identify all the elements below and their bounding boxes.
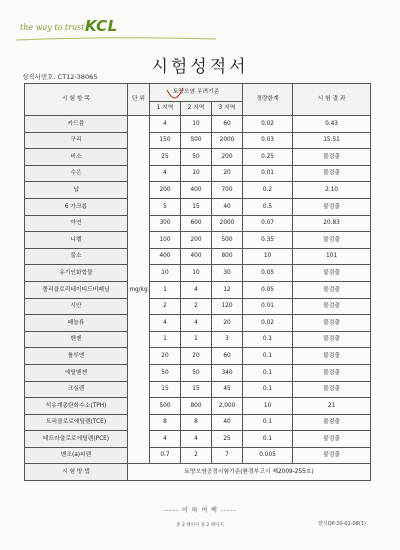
test-item-name: 유기인화합물 <box>25 265 128 282</box>
zone-1-standard: 50 <box>150 364 181 381</box>
test-result: 불검출 <box>293 232 371 249</box>
table-row <box>25 298 371 315</box>
table-row <box>25 149 371 166</box>
zone-3-standard: 45 <box>212 381 243 398</box>
zone-2-standard: 20 <box>181 348 212 365</box>
test-item-name: 폴리클로리네이티드비페닐 <box>25 281 128 298</box>
end-of-report-note: ----- 이 하 여 백 ----- <box>163 507 237 514</box>
quantification-limit: 0.1 <box>243 364 293 381</box>
zone-2-standard: 10 <box>181 265 212 282</box>
zone-2-standard: 4 <box>181 315 212 332</box>
table-row <box>25 431 371 448</box>
quantification-limit: 0.05 <box>243 281 293 298</box>
page-title: 시험성적서 <box>151 57 249 77</box>
test-item-name: 니켈 <box>25 232 128 249</box>
test-result: 불검출 <box>293 149 371 166</box>
test-result: 불검출 <box>293 348 371 365</box>
method-label: 시 험 방 법 <box>25 464 128 481</box>
test-result: 불검출 <box>293 165 371 182</box>
zone-3-standard: 25 <box>212 431 243 448</box>
table-row <box>25 165 371 182</box>
quantification-limit: 0.02 <box>243 315 293 332</box>
logo-swoosh-icon <box>16 36 216 42</box>
zone-1-standard: 5 <box>150 198 181 215</box>
quantification-limit: 0.1 <box>243 381 293 398</box>
zone-3-standard: 60 <box>212 348 243 365</box>
test-item-name: 크실렌 <box>25 381 128 398</box>
test-result: 21 <box>293 398 371 415</box>
zone-3-standard: 60 <box>212 116 243 133</box>
quantification-limit: 10 <box>243 398 293 415</box>
table-row <box>25 232 371 249</box>
zone-3-standard: 500 <box>212 232 243 249</box>
test-result: 불검출 <box>293 198 371 215</box>
table-row <box>25 398 371 415</box>
zone-3-standard: 120 <box>212 298 243 315</box>
test-result: 20.83 <box>293 215 371 232</box>
unit-cell: mg/kg <box>128 116 150 464</box>
test-item-name: 카드뮴 <box>25 116 128 133</box>
quantification-limit: 0.1 <box>243 348 293 365</box>
zone-3-standard: 12 <box>212 281 243 298</box>
test-item-name: 시안 <box>25 298 128 315</box>
header-result: 시 험 결 과 <box>293 84 371 116</box>
table-row <box>25 132 371 149</box>
table-row <box>25 381 371 398</box>
zone-2-standard: 600 <box>181 215 212 232</box>
test-item-name: 테트라클로로에틸렌(PCE) <box>25 431 128 448</box>
quantification-limit: 0.2 <box>243 182 293 199</box>
test-result: 불검출 <box>293 364 371 381</box>
zone-2-standard: 500 <box>181 132 212 149</box>
zone-2-standard: 15 <box>181 198 212 215</box>
test-item-name: 석유계총탄화수소(TPH) <box>25 398 128 415</box>
zone-1-standard: 4 <box>150 165 181 182</box>
test-item-name: 트리클로로에틸렌(TCE) <box>25 414 128 431</box>
zone-1-standard: 400 <box>150 248 181 265</box>
header-unit: 단 위 <box>128 84 150 116</box>
zone-2-standard: 10 <box>181 116 212 133</box>
zone-1-standard: 1 <box>150 281 181 298</box>
test-item-name: 구리 <box>25 132 128 149</box>
zone-3-standard: 7 <box>212 447 243 464</box>
test-item-name: 6 가크롬 <box>25 198 128 215</box>
quantification-limit: 0.1 <box>243 414 293 431</box>
zone-1-standard: 8 <box>150 414 181 431</box>
table-row <box>25 348 371 365</box>
table-row <box>25 182 371 199</box>
test-item-name: 아연 <box>25 215 128 232</box>
zone-2-standard: 2 <box>181 447 212 464</box>
quantification-limit: 0.005 <box>243 447 293 464</box>
quantification-limit: 0.02 <box>243 116 293 133</box>
quantification-limit: 0.1 <box>243 431 293 448</box>
test-result: 15.51 <box>293 132 371 149</box>
zone-3-standard: 30 <box>212 265 243 282</box>
test-item-name: 납 <box>25 182 128 199</box>
zone-1-standard: 4 <box>150 431 181 448</box>
zone-1-standard: 0.7 <box>150 447 181 464</box>
zone-2-standard: 10 <box>181 165 212 182</box>
test-result: 불검출 <box>293 381 371 398</box>
table-row <box>25 364 371 381</box>
quantification-limit: 0.01 <box>243 165 293 182</box>
test-result: 2.10 <box>293 182 371 199</box>
logo-tagline: the way to trust <box>20 23 85 32</box>
zone-1-standard: 25 <box>150 149 181 166</box>
zone-1-standard: 20 <box>150 348 181 365</box>
zone-1-standard: 300 <box>150 215 181 232</box>
zone-2-standard: 4 <box>181 281 212 298</box>
quantification-limit: 0.05 <box>243 265 293 282</box>
zone-2-standard: 4 <box>181 431 212 448</box>
test-item-name: 수은 <box>25 165 128 182</box>
zone-1-standard: 1 <box>150 331 181 348</box>
header-standard-group: 토양오염 우려기준 <box>150 84 243 102</box>
test-item-name: 불소 <box>25 248 128 265</box>
zone-2-standard: 400 <box>181 248 212 265</box>
table-row <box>25 447 371 464</box>
zone-1-standard: 4 <box>150 315 181 332</box>
zone-2-standard: 800 <box>181 398 212 415</box>
table-row <box>25 116 371 133</box>
test-item-name: 에틸벤젠 <box>25 364 128 381</box>
method-value: 토양오염공정시험기준(환경부고시 제2009-255호) <box>128 464 371 481</box>
table-row <box>25 215 371 232</box>
results-table-body <box>25 116 371 464</box>
test-item-name: 페놀류 <box>25 315 128 332</box>
test-result: 불검출 <box>293 414 371 431</box>
table-row <box>25 198 371 215</box>
table-row <box>25 315 371 332</box>
zone-1-standard: 4 <box>150 116 181 133</box>
results-table <box>24 83 371 481</box>
table-row <box>25 265 371 282</box>
zone-2-standard: 50 <box>181 149 212 166</box>
zone-2-standard: 200 <box>181 232 212 249</box>
test-result: 불검출 <box>293 447 371 464</box>
table-row <box>25 331 371 348</box>
test-result: 불검출 <box>293 315 371 332</box>
test-result: 불검출 <box>293 331 371 348</box>
zone-1-standard: 150 <box>150 132 181 149</box>
zone-3-standard: 40 <box>212 414 243 431</box>
zone-1-standard: 15 <box>150 381 181 398</box>
quantification-limit: 0.5 <box>243 198 293 215</box>
test-item-name: 벤젠 <box>25 331 128 348</box>
header-zone-1: 1 지역 <box>150 102 181 116</box>
quantification-limit: 10 <box>243 248 293 265</box>
zone-2-standard: 50 <box>181 364 212 381</box>
test-item-name: 톨루엔 <box>25 348 128 365</box>
certificate-number: 성적서번호: CT12-38065 <box>22 73 98 81</box>
zone-3-standard: 340 <box>212 364 243 381</box>
quantification-limit: 0.03 <box>243 132 293 149</box>
table-row <box>25 281 371 298</box>
zone-3-standard: 3 <box>212 331 243 348</box>
zone-3-standard: 200 <box>212 149 243 166</box>
zone-3-standard: 700 <box>212 182 243 199</box>
page-counter: 총 2 페이지 중 2 페이지 <box>176 523 224 528</box>
zone-2-standard: 15 <box>181 381 212 398</box>
quantification-limit: 0.07 <box>243 215 293 232</box>
zone-3-standard: 20 <box>212 165 243 182</box>
test-item-name: 비소 <box>25 149 128 166</box>
header-limit: 정량한계 <box>243 84 293 116</box>
zone-2-standard: 400 <box>181 182 212 199</box>
zone-1-standard: 200 <box>150 182 181 199</box>
test-result: 불검출 <box>293 431 371 448</box>
quantification-limit: 0.25 <box>243 149 293 166</box>
form-code: 양식QP-20-01-08(1) <box>317 521 366 527</box>
header-zone-2: 2 지역 <box>181 102 212 116</box>
logo-brand: KCL <box>85 17 118 35</box>
header-zone-3: 3 지역 <box>212 102 243 116</box>
zone-3-standard: 2000 <box>212 215 243 232</box>
zone-1-standard: 10 <box>150 265 181 282</box>
zone-2-standard: 8 <box>181 414 212 431</box>
test-item-name: 벤조(a)피렌 <box>25 447 128 464</box>
header-item: 시 험 항 목 <box>25 84 128 116</box>
test-result: 불검출 <box>293 298 371 315</box>
test-result: 불검출 <box>293 281 371 298</box>
zone-3-standard: 2,000 <box>212 398 243 415</box>
test-result: 101 <box>293 248 371 265</box>
zone-1-standard: 500 <box>150 398 181 415</box>
zone-3-standard: 2000 <box>212 132 243 149</box>
zone-3-standard: 800 <box>212 248 243 265</box>
test-result: 0.43 <box>293 116 371 133</box>
zone-3-standard: 40 <box>212 198 243 215</box>
zone-1-standard: 100 <box>150 232 181 249</box>
test-result: 불검출 <box>293 265 371 282</box>
zone-1-standard: 2 <box>150 298 181 315</box>
table-row <box>25 414 371 431</box>
quantification-limit: 0.01 <box>243 298 293 315</box>
zone-2-standard: 2 <box>181 298 212 315</box>
quantification-limit: 0.35 <box>243 232 293 249</box>
zone-2-standard: 1 <box>181 331 212 348</box>
red-check-mark-icon <box>165 86 185 100</box>
table-row <box>25 248 371 265</box>
quantification-limit: 0.1 <box>243 331 293 348</box>
zone-3-standard: 20 <box>212 315 243 332</box>
